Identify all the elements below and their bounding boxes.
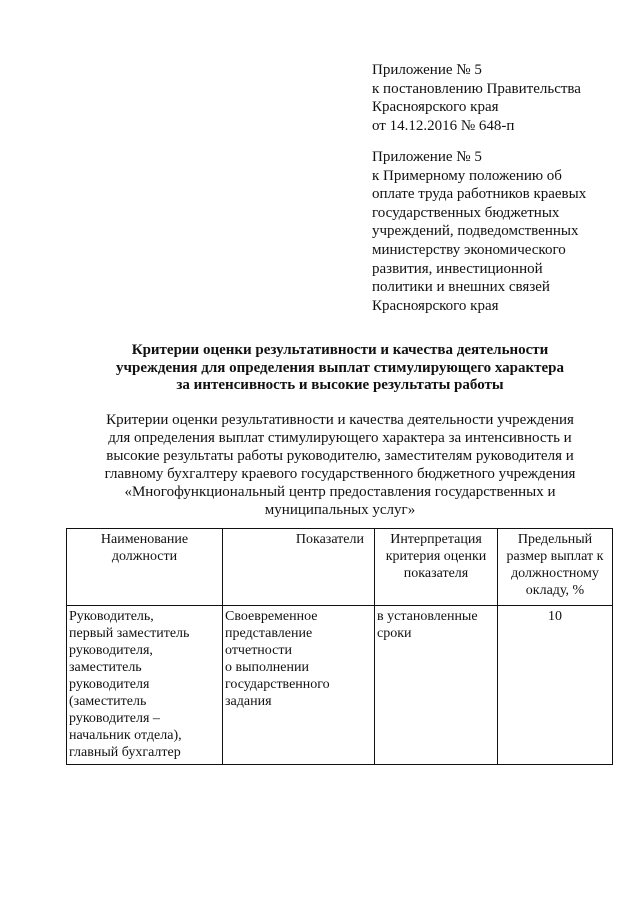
cell-indicator-line: о выполнении xyxy=(225,660,309,675)
cell-position-line: заместитель xyxy=(69,660,142,675)
appendix-resolution-line: Приложение № 5 xyxy=(372,62,482,78)
header-limit-line: должностному xyxy=(511,566,599,581)
cell-position-line: Руководитель, xyxy=(69,609,154,624)
document-title-line: Критерии оценки результативности и качества деятельности xyxy=(131,342,549,358)
header-position-line: Наименование xyxy=(100,532,189,547)
document-subtitle-line: «Многофункциональный центр предоставления государственных и xyxy=(124,484,556,500)
appendix-regulation-line: Красноярского края xyxy=(372,297,499,314)
appendix-regulation-line: учреждений, подведомственных xyxy=(372,223,579,240)
document-subtitle xyxy=(60,411,620,519)
header-interpretation xyxy=(375,529,498,606)
appendix-resolution xyxy=(372,61,581,135)
header-position-line: должности xyxy=(111,549,178,564)
cell-indicator-line: отчетности xyxy=(225,643,292,658)
cell-interpretation xyxy=(375,606,498,765)
table-header-row xyxy=(67,529,613,606)
criteria-table xyxy=(66,528,613,765)
document-subtitle-line: высокие результаты работы руководителю, заместителям руководителя и xyxy=(106,448,574,464)
document-title-line: учреждения для определения выплат стимулирующего характера xyxy=(116,359,564,376)
cell-position xyxy=(67,606,223,765)
document-title xyxy=(60,342,620,395)
cell-indicator-line: задания xyxy=(225,694,272,709)
cell-indicator-line: представление xyxy=(225,626,313,641)
document-subtitle-line: Критерии оценки результативности и качества деятельности учреждения xyxy=(106,412,574,428)
document-subtitle-line: для определения выплат стимулирующего характера за интенсивность и xyxy=(108,430,572,446)
cell-position-line: руководителя – xyxy=(69,711,160,726)
header-indicators-line: Показатели xyxy=(295,532,364,547)
appendix-resolution-line: к постановлению Правительства xyxy=(372,80,581,97)
cell-position-line: главный бухгалтер xyxy=(69,745,181,760)
appendix-resolution-line: от 14.12.2016 № 648-п xyxy=(372,117,515,134)
cell-limit: 10 xyxy=(498,606,613,765)
appendix-regulation-line: оплате труда работников краевых xyxy=(372,186,587,203)
appendix-regulation-line: к Примерному положению об xyxy=(372,167,562,184)
cell-indicator-line: государственного xyxy=(225,677,330,692)
cell-interpretation-line: в установленные xyxy=(377,609,478,624)
cell-position-line: руководителя, xyxy=(69,643,153,658)
header-limit-line: размер выплат к xyxy=(506,549,604,564)
cell-position-line: (заместитель xyxy=(69,694,147,709)
header-limit-line: окладу, % xyxy=(525,583,585,598)
cell-position-line: начальник отдела), xyxy=(69,728,182,743)
header-interpretation-line: Интерпретация xyxy=(390,532,482,547)
cell-indicator xyxy=(223,606,375,765)
document-subtitle-line: муниципальных услуг» xyxy=(264,502,416,518)
appendix-regulation-line: государственных бюджетных xyxy=(372,204,560,221)
header-limit-line: Предельный xyxy=(517,532,593,547)
header-interpretation-line: критерия оценки xyxy=(385,549,487,564)
header-limit xyxy=(498,529,613,606)
appendix-regulation-line: развития, инвестиционной xyxy=(372,260,543,277)
appendix-regulation-line: министерству экономического xyxy=(372,241,566,258)
cell-position-line: руководителя xyxy=(69,677,150,692)
header-interpretation-line: показателя xyxy=(403,566,469,581)
appendix-regulation-line: политики и внешних связей xyxy=(372,279,550,296)
document-subtitle-line: главному бухгалтеру краевого государственного бюджетного учреждения xyxy=(104,466,576,482)
cell-interpretation-line: сроки xyxy=(377,626,412,641)
header-position xyxy=(67,529,223,606)
appendix-resolution-line: Красноярского края xyxy=(372,99,499,116)
cell-position-line: первый заместитель xyxy=(69,626,190,641)
header-indicators xyxy=(223,529,375,606)
document-title-line: за интенсивность и высокие результаты работы xyxy=(176,377,504,393)
appendix-regulation xyxy=(372,148,586,315)
table-row xyxy=(67,606,613,765)
cell-indicator-line: Своевременное xyxy=(225,609,318,624)
appendix-regulation-line: Приложение № 5 xyxy=(372,149,482,165)
